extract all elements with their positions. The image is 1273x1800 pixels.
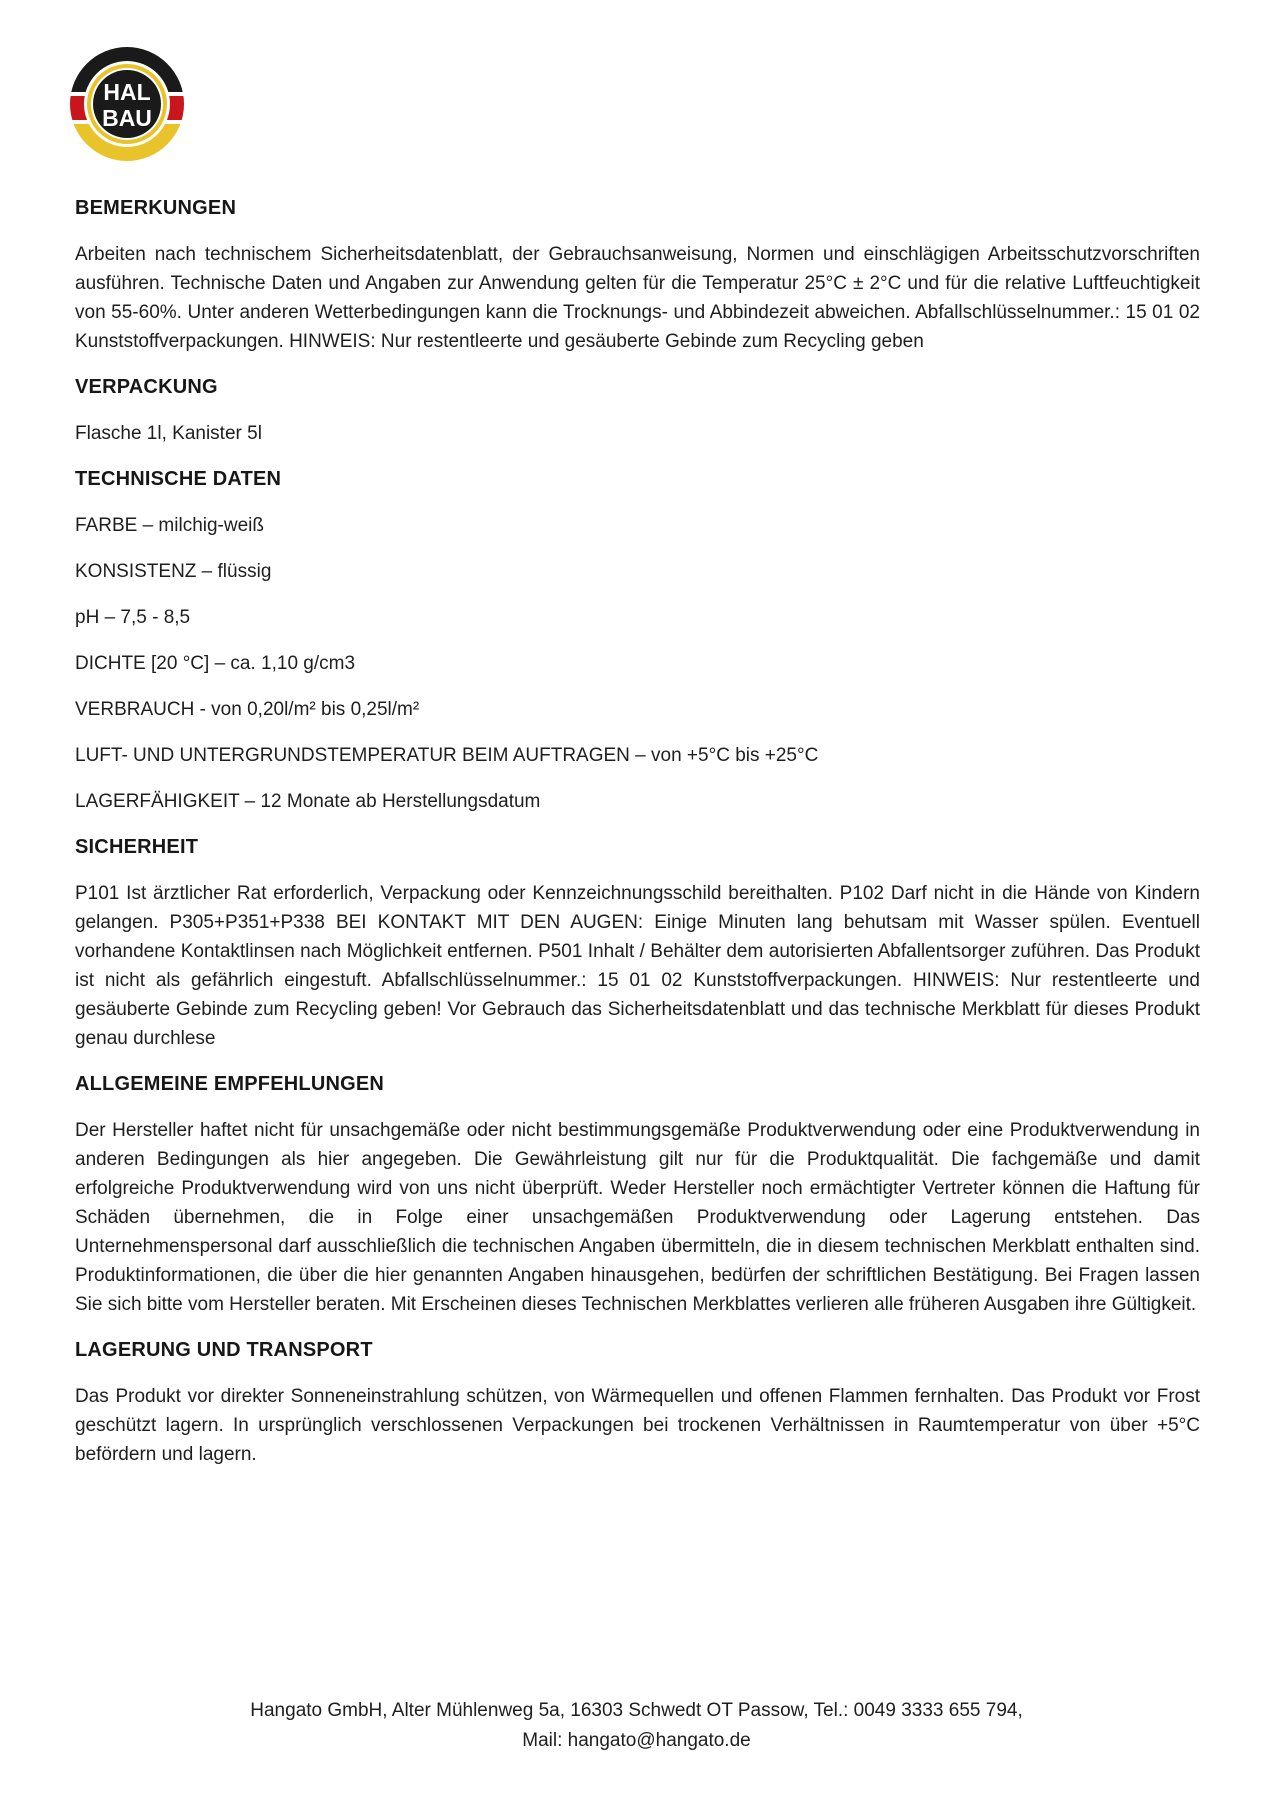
section-technische-daten <box>75 465 1200 816</box>
section-lagerung-und-transport <box>75 1336 1200 1469</box>
section-sicherheit <box>75 833 1200 1053</box>
section-heading-technische-daten: TECHNISCHE DATEN <box>75 468 282 490</box>
tech-data-item-farbe: FARBE – milchig-weiß <box>75 515 264 536</box>
section-heading-sicherheit: SICHERHEIT <box>75 836 199 858</box>
halbau-logo <box>69 46 185 162</box>
section-heading-lagerung-und-transport: LAGERUNG UND TRANSPORT <box>75 1339 373 1361</box>
paragraph-verpackung: Flasche 1l, Kanister 5l <box>75 423 262 444</box>
tech-data-item-lagerfaehigkeit: LAGERFÄHIGKEIT – 12 Monate ab Herstellungsdatum <box>75 791 541 812</box>
footer <box>0 1696 1273 1756</box>
paragraph-allgemeine-empfehlungen: Der Hersteller haftet nicht für unsachgemäße oder nicht bestimmungsgemäße Produktverwendung oder eine Produktverwendung in anderen Bedingungen als hier angegeben. Die Gewährleistung gilt nur für die Produktqualität. Die fachgemäße und damit erfolgreiche Produktverwendung wird von uns nicht überprüft. Weder Hersteller noch ermächtigter Vertreter können die Haftung für Schäden übernehmen, die in Folge einer unsachgemäßen Produktverwendung oder Lagerung entstehen. Das Unternehmenspersonal darf ausschließlich die technischen Angaben übermitteln, die in diesem technischen Merkblatt enthalten sind. Produktinformationen, die über die hier genannten Angaben hinausgehen, bedürfen der schriftlichen Bestätigung. Bei Fragen lassen Sie sich bitte vom Hersteller beraten. Mit Erscheinen dieses Technischen Merkblattes verlieren alle früheren Ausgaben ihre Gültigkeit. <box>75 1120 1200 1315</box>
footer-email: Mail: hangato@hangato.de <box>522 1730 751 1751</box>
section-bemerkungen <box>75 194 1200 356</box>
tech-data-item-dichte: DICHTE [20 °C] – ca. 1,10 g/cm3 <box>75 653 356 674</box>
logo-text-line1: HAL <box>103 79 151 105</box>
footer-company-address: Hangato GmbH, Alter Mühlenweg 5a, 16303 Schwedt OT Passow, Tel.: 0049 3333 655 794, <box>250 1700 1023 1721</box>
tech-data-item-temperatur: LUFT- UND UNTERGRUNDSTEMPERATUR BEIM AUFTRAGEN – von +5°C bis +25°C <box>75 745 819 766</box>
section-verpackung <box>75 373 1200 448</box>
paragraph-sicherheit: P101 Ist ärztlicher Rat erforderlich, Verpackung oder Kennzeichnungsschild bereithalten. P102 Darf nicht in die Hände von Kindern gelangen. P305+P351+P338 BEI KONTAKT MIT DEN AUGEN: Einige Minuten lang behutsam mit Wasser spülen. Eventuell vorhandene Kontaktlinsen nach Möglichkeit entfernen. P501 Inhalt / Behälter dem autorisierten Abfallentsorger zuführen. Das Produkt ist nicht als gefährlich eingestuft. Abfallschlüsselnummer.: 15 01 02 Kunststoffverpackungen. HINWEIS: Nur restentleerte und gesäuberte Gebinde zum Recycling geben! Vor Gebrauch das Sicherheitsdatenblatt und das technische Merkblatt für dieses Produkt genau durchlese <box>75 883 1200 1049</box>
paragraph-bemerkungen: Arbeiten nach technischem Sicherheitsdatenblatt, der Gebrauchsanweisung, Normen und einschlägigen Arbeitsschutzvorschriften ausführen. Technische Daten und Angaben zur Anwendung gelten für die Temperatur 25°C ± 2°C und für die relative Luftfeuchtigkeit von 55-60%. Unter anderen Wetterbedingungen kann die Trocknungs- und Abbindezeit abweichen. Abfallschlüsselnummer.: 15 01 02 Kunststoffverpackungen. HINWEIS: Nur restentleerte und gesäuberte Gebinde zum Recycling geben <box>75 244 1200 352</box>
tech-data-item-verbrauch: VERBRAUCH - von 0,20l/m² bis 0,25l/m² <box>75 699 420 720</box>
logo-text-line2: BAU <box>102 105 152 131</box>
tech-data-item-konsistenz: KONSISTENZ – flüssig <box>75 561 272 582</box>
section-heading-bemerkungen: BEMERKUNGEN <box>75 197 237 219</box>
section-allgemeine-empfehlungen <box>75 1070 1200 1319</box>
tech-data-item-ph: pH – 7,5 - 8,5 <box>75 607 191 628</box>
halbau-logo-icon <box>69 46 185 162</box>
paragraph-lagerung-und-transport: Das Produkt vor direkter Sonneneinstrahlung schützen, von Wärmequellen und offenen Flammen fernhalten. Das Produkt vor Frost geschützt lagern. In ursprünglich verschlossenen Verpackungen bei trockenen Verhältnissen in Raumtemperatur von über +5°C befördern und lagern. <box>75 1386 1200 1465</box>
section-heading-allgemeine-empfehlungen: ALLGEMEINE EMPFEHLUNGEN <box>75 1073 385 1095</box>
section-heading-verpackung: VERPACKUNG <box>75 376 218 398</box>
